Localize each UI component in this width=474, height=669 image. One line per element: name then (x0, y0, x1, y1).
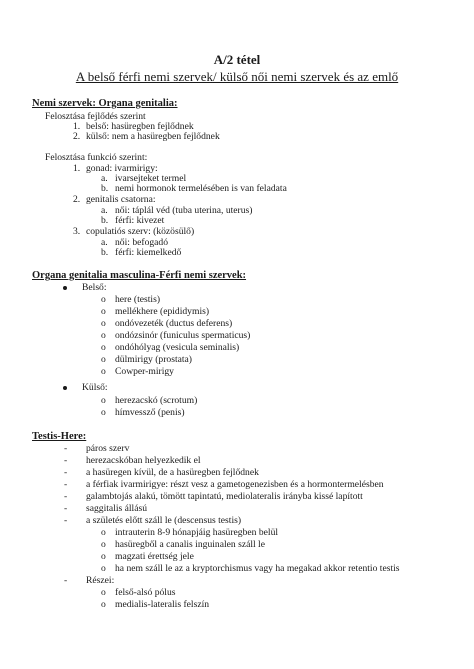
circle-marker: o (101, 306, 106, 317)
function-division-label: Felosztása funkció szerint: (45, 152, 148, 163)
dash-marker: - (64, 515, 68, 526)
list-subitem: ondóhólyag (vesicula seminalis) (115, 342, 240, 353)
list-subitem: nemi hormonok termelésében is van feladata (115, 183, 287, 194)
dash-marker: - (64, 479, 68, 490)
list-subitem: ondózsinór (funiculus spermaticus) (115, 330, 251, 341)
list-item: galambtojás alakú, tömött tapintatú, mediolateralis irányba kissé lapított (86, 491, 363, 502)
list-marker: a. (101, 237, 108, 248)
list-item: páros szerv (86, 443, 130, 454)
circle-marker: o (101, 330, 106, 341)
list-subitem: ondóvezeték (ductus deferens) (115, 318, 233, 329)
list-subitem: hímvessző (penis) (115, 407, 185, 418)
list-subitem: női: befogadó (115, 237, 169, 248)
list-subitem: ivarsejteket termel (115, 173, 187, 184)
list-subitem: hasüregből a canalis inguinalen száll le (115, 539, 265, 550)
circle-marker: o (101, 342, 106, 353)
document-title: A/2 tétel (213, 52, 261, 67)
dash-marker: - (64, 575, 68, 586)
list-marker: 2. (73, 131, 81, 142)
circle-marker: o (101, 563, 106, 574)
circle-marker: o (101, 599, 106, 610)
list-subitem: ha nem száll le az a kryptorchismus vagy ha megakad akkor retentio testis (115, 563, 400, 574)
section-heading-organa-genitalia-masculina: Organa genitalia masculina-Férfi nemi szervek: (32, 270, 247, 281)
list-subitem: herezacskó (scrotum) (115, 395, 198, 406)
list-item: a születés előtt száll le (descensus testis) (86, 515, 242, 526)
document-subtitle: A belső férfi nemi szervek/ külső női nemi szervek és az emlő (75, 69, 399, 84)
circle-marker: o (101, 551, 106, 562)
circle-marker: o (101, 587, 106, 598)
list-marker: b. (101, 215, 109, 226)
circle-marker: o (101, 527, 106, 538)
circle-marker: o (101, 539, 106, 550)
list-item: külső: nem a hasüregben fejlődnek (86, 131, 220, 142)
section-heading-nemi-szervek: Nemi szervek: Organa genitalia: (32, 98, 178, 109)
list-subitem: mellékhere (epididymis) (115, 306, 210, 317)
list-item: saggitalis állású (86, 503, 148, 514)
list-subitem: női: táplál véd (tuba uterina, uterus) (115, 205, 253, 216)
list-item: herezacskóban helyezkedik el (86, 455, 201, 466)
bullet-icon (63, 286, 67, 290)
circle-marker: o (101, 294, 106, 305)
list-marker: b. (101, 247, 109, 258)
list-subitem: intrauterin 8-9 hónapjáig hasüregben belül (115, 527, 279, 538)
list-item: Részei: (86, 575, 115, 586)
list-marker: a. (101, 205, 108, 216)
bullet-icon (63, 386, 67, 390)
dash-marker: - (64, 467, 68, 478)
circle-marker: o (101, 366, 106, 377)
development-division-label: Felosztása fejlődés szerint (45, 111, 146, 122)
list-item: genitalis csatorna: (86, 194, 156, 205)
list-subitem: here (testis) (115, 294, 161, 305)
list-marker: 2. (73, 194, 81, 205)
section-heading-testis-here: Testis-Here: (32, 431, 87, 442)
dash-marker: - (64, 443, 68, 454)
list-subitem: Cowper-mirigy (115, 366, 174, 377)
list-subitem: dülmirigy (prostata) (115, 354, 192, 365)
list-item: gonad: ivarmirigy: (86, 163, 158, 174)
list-item: copulatiós szerv: (közösülő) (86, 226, 195, 237)
list-item: belső: hasüregben fejlődnek (86, 121, 194, 132)
list-item: a férfiak ivarmirigye: részt vesz a gametogenezisben és a hormontermelésben (86, 479, 384, 490)
list-subitem: medialis-lateralis felszín (115, 599, 210, 610)
circle-marker: o (101, 318, 106, 329)
list-subitem: felső-alsó pólus (115, 587, 176, 598)
list-marker: 3. (73, 226, 81, 237)
list-marker: 1. (73, 121, 81, 132)
dash-marker: - (64, 503, 68, 514)
list-subitem: férfi: kivezet (115, 215, 165, 226)
list-marker: a. (101, 173, 108, 184)
group-label-kulso: Külső: (82, 382, 108, 393)
list-marker: b. (101, 183, 109, 194)
list-item: a hasüregen kívül, de a hasüregben fejlődnek (86, 467, 259, 478)
list-subitem: magzati érettség jele (115, 551, 194, 562)
dash-marker: - (64, 491, 68, 502)
circle-marker: o (101, 407, 106, 418)
list-marker: 1. (73, 163, 81, 174)
list-subitem: férfi: kiemelkedő (115, 247, 182, 258)
circle-marker: o (101, 395, 106, 406)
circle-marker: o (101, 354, 106, 365)
group-label-belso: Belső: (82, 282, 107, 293)
dash-marker: - (64, 455, 68, 466)
